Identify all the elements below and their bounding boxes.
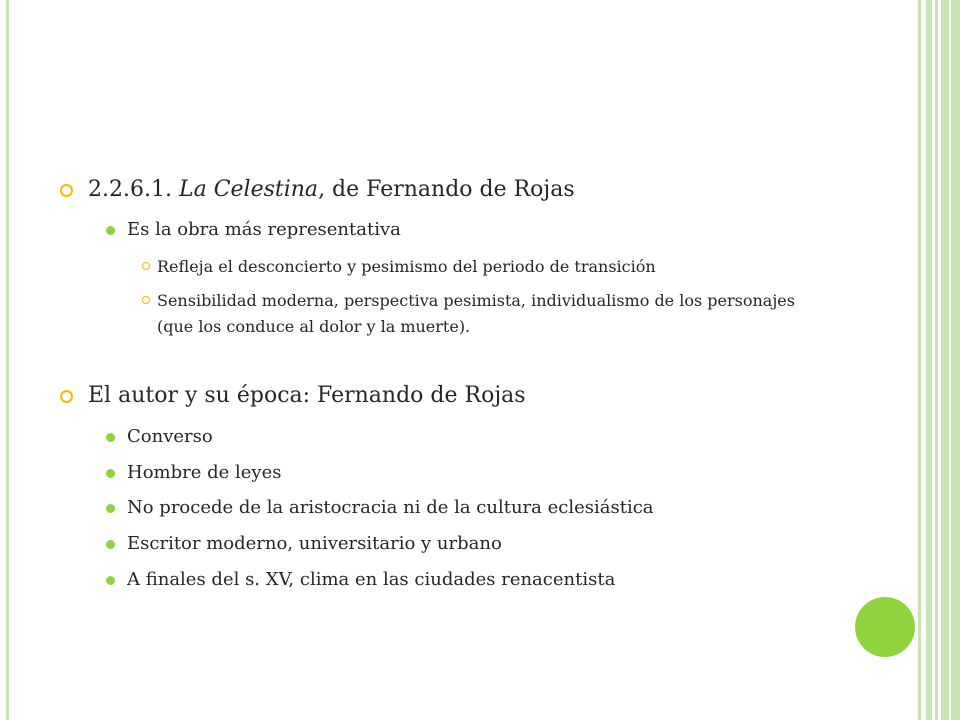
heading-suffix: , de Fernando de Rojas xyxy=(318,177,575,202)
detail-item xyxy=(157,288,817,340)
section-2-heading xyxy=(88,383,526,408)
dot-bullet-icon xyxy=(106,433,115,442)
detail-item xyxy=(157,254,817,280)
heading-number: 2.2.6.1. xyxy=(88,177,179,202)
list-item xyxy=(127,426,213,447)
list-item-text: A finales del s. XV, clima en las ciudades renacentista xyxy=(127,569,616,590)
list-item-text: Converso xyxy=(127,426,213,447)
frame-right-line xyxy=(918,0,921,720)
frame-stripe xyxy=(935,0,938,720)
ring-bullet-icon xyxy=(142,296,150,304)
work-title: La Celestina xyxy=(178,177,319,202)
list-item xyxy=(127,497,654,518)
dot-bullet-icon xyxy=(106,469,115,478)
dot-bullet-icon xyxy=(106,504,115,513)
section-1-heading xyxy=(88,177,575,202)
ring-bullet-icon xyxy=(60,184,73,197)
list-item xyxy=(127,219,401,240)
frame-stripe xyxy=(926,0,932,720)
dot-bullet-icon xyxy=(106,226,115,235)
list-item xyxy=(127,533,502,554)
dot-bullet-icon xyxy=(106,540,115,549)
dot-bullet-icon xyxy=(106,576,115,585)
list-item xyxy=(127,462,281,483)
heading-text: El autor y su época: Fernando de Rojas xyxy=(88,383,526,408)
list-item-text: Escritor moderno, universitario y urbano xyxy=(127,533,502,554)
frame-stripe xyxy=(951,0,960,720)
frame-stripe xyxy=(941,0,949,720)
ring-bullet-icon xyxy=(60,390,73,403)
detail-text: Refleja el desconcierto y pesimismo del periodo de transición xyxy=(157,257,656,276)
list-item-text: Es la obra más representativa xyxy=(127,219,401,240)
detail-text: Sensibilidad moderna, perspectiva pesimista, individualismo de los personajes (que los conduce al dolor y la muerte). xyxy=(157,291,795,336)
list-item xyxy=(127,569,615,590)
ring-bullet-icon xyxy=(142,262,150,270)
list-item-text: Hombre de leyes xyxy=(127,462,282,483)
list-item-text: No procede de la aristocracia ni de la cultura eclesiástica xyxy=(127,497,654,518)
